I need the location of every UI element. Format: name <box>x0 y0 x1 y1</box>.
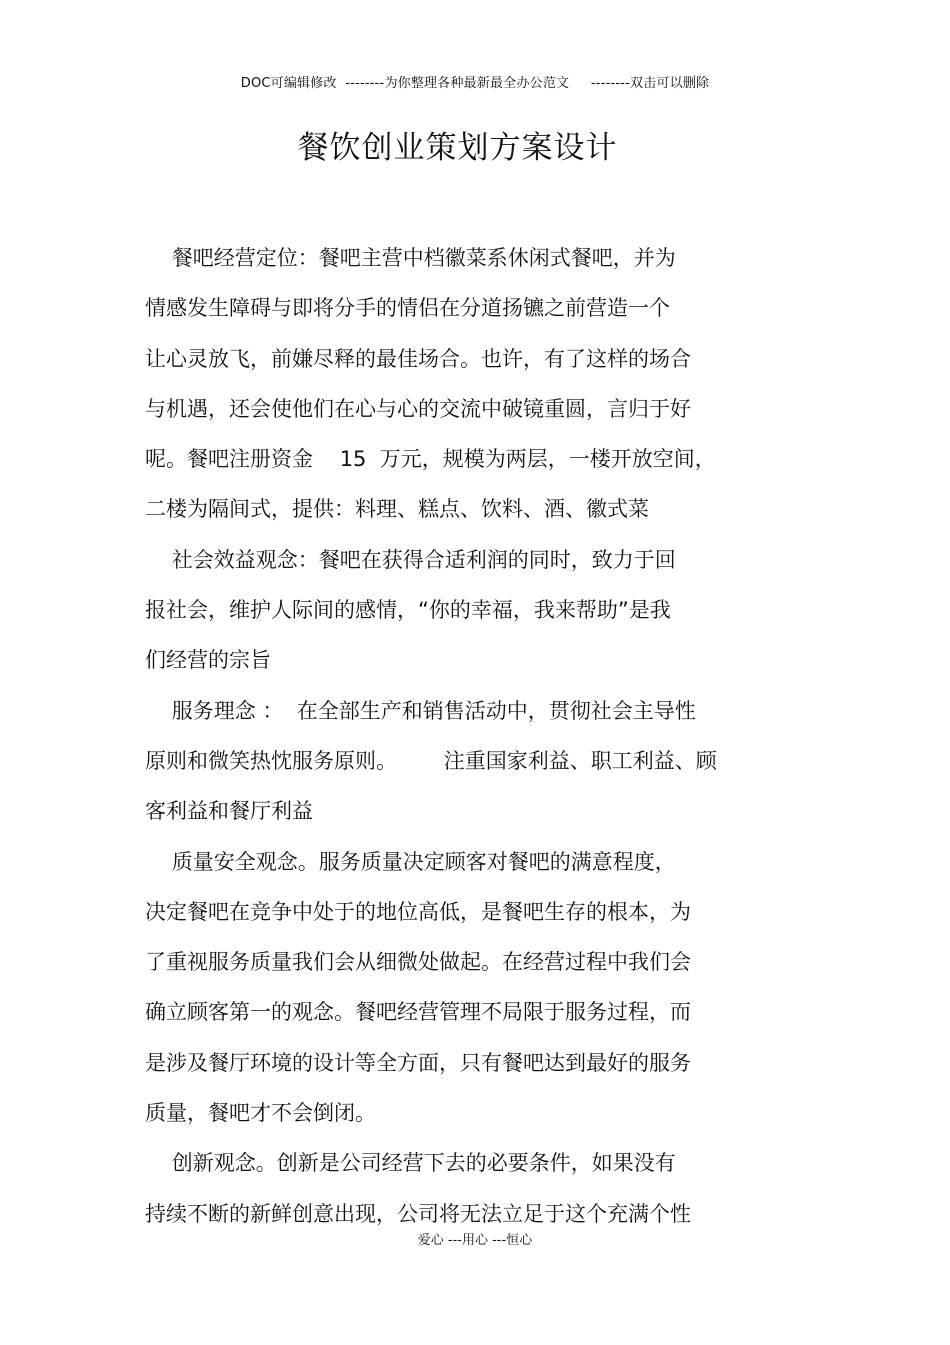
body-line: 确立顾客第一的观念。餐吧经营管理不局限于服务过程，而 <box>145 1000 691 1025</box>
body-line: 质量安全观念。服务质量决定顾客对餐吧的满意程度， <box>145 849 676 874</box>
body-line: 情感发生障碍与即将分手的情侣在分道扬镳之前营造一个 <box>145 296 670 321</box>
body-line: 与机遇，还会使他们在心与心的交流中破镜重圆，言归于好 <box>145 396 691 421</box>
body-line: 是涉及餐厅环境的设计等全方面，只有餐吧达到最好的服务 <box>145 1050 691 1075</box>
body-line: 报社会，维护人际间的感情，“你的幸福，我来帮助”是我 <box>145 598 671 623</box>
body-line: 服务理念 ： 在全部生产和销售活动中，贯彻社会主导性 <box>145 698 696 723</box>
body-line: 了重视服务质量我们会从细微处做起。在经营过程中我们会 <box>145 950 691 975</box>
body-line: 客利益和餐厅利益 <box>145 799 313 824</box>
body-line: 持续不断的新鲜创意出现，公司将无法立足于这个充满个性 <box>145 1201 691 1226</box>
body-line: 让心灵放飞，前嫌尽释的最佳场合。也许，有了这样的场合 <box>145 346 691 371</box>
body-line: 创新观念。创新是公司经营下去的必要条件，如果没有 <box>145 1151 676 1176</box>
body-line: 们经营的宗旨 <box>145 648 271 673</box>
body-line: 原则和微笑热忱服务原则。 注重国家利益、职工利益、顾 <box>145 748 717 773</box>
document-body <box>145 236 785 1242</box>
page-footer: 爱心 ---用心 ---恒心 <box>417 1233 533 1248</box>
page-header: DOC可编辑修改 --------为你整理各种最新最全办公范文 --------双击可以删除 <box>240 76 710 91</box>
body-line: 社会效益观念：餐吧在获得合适利润的同时，致力于回 <box>145 547 676 572</box>
body-line: 呢。餐吧注册资金 15 万元，规模为两层，一楼开放空间， <box>145 447 716 472</box>
body-line: 餐吧经营定位：餐吧主营中档徽菜系休闲式餐吧，并为 <box>145 246 676 270</box>
body-line: 决定餐吧在竞争中处于的地位高低，是餐吧生存的根本，为 <box>145 899 691 924</box>
document-title: 餐饮创业策划方案设计 <box>297 130 618 166</box>
body-line: 质量，餐吧才不会倒闭。 <box>145 1101 376 1126</box>
body-line: 二楼为隔间式，提供：料理、糕点、饮料、酒、徽式菜 <box>145 497 649 522</box>
